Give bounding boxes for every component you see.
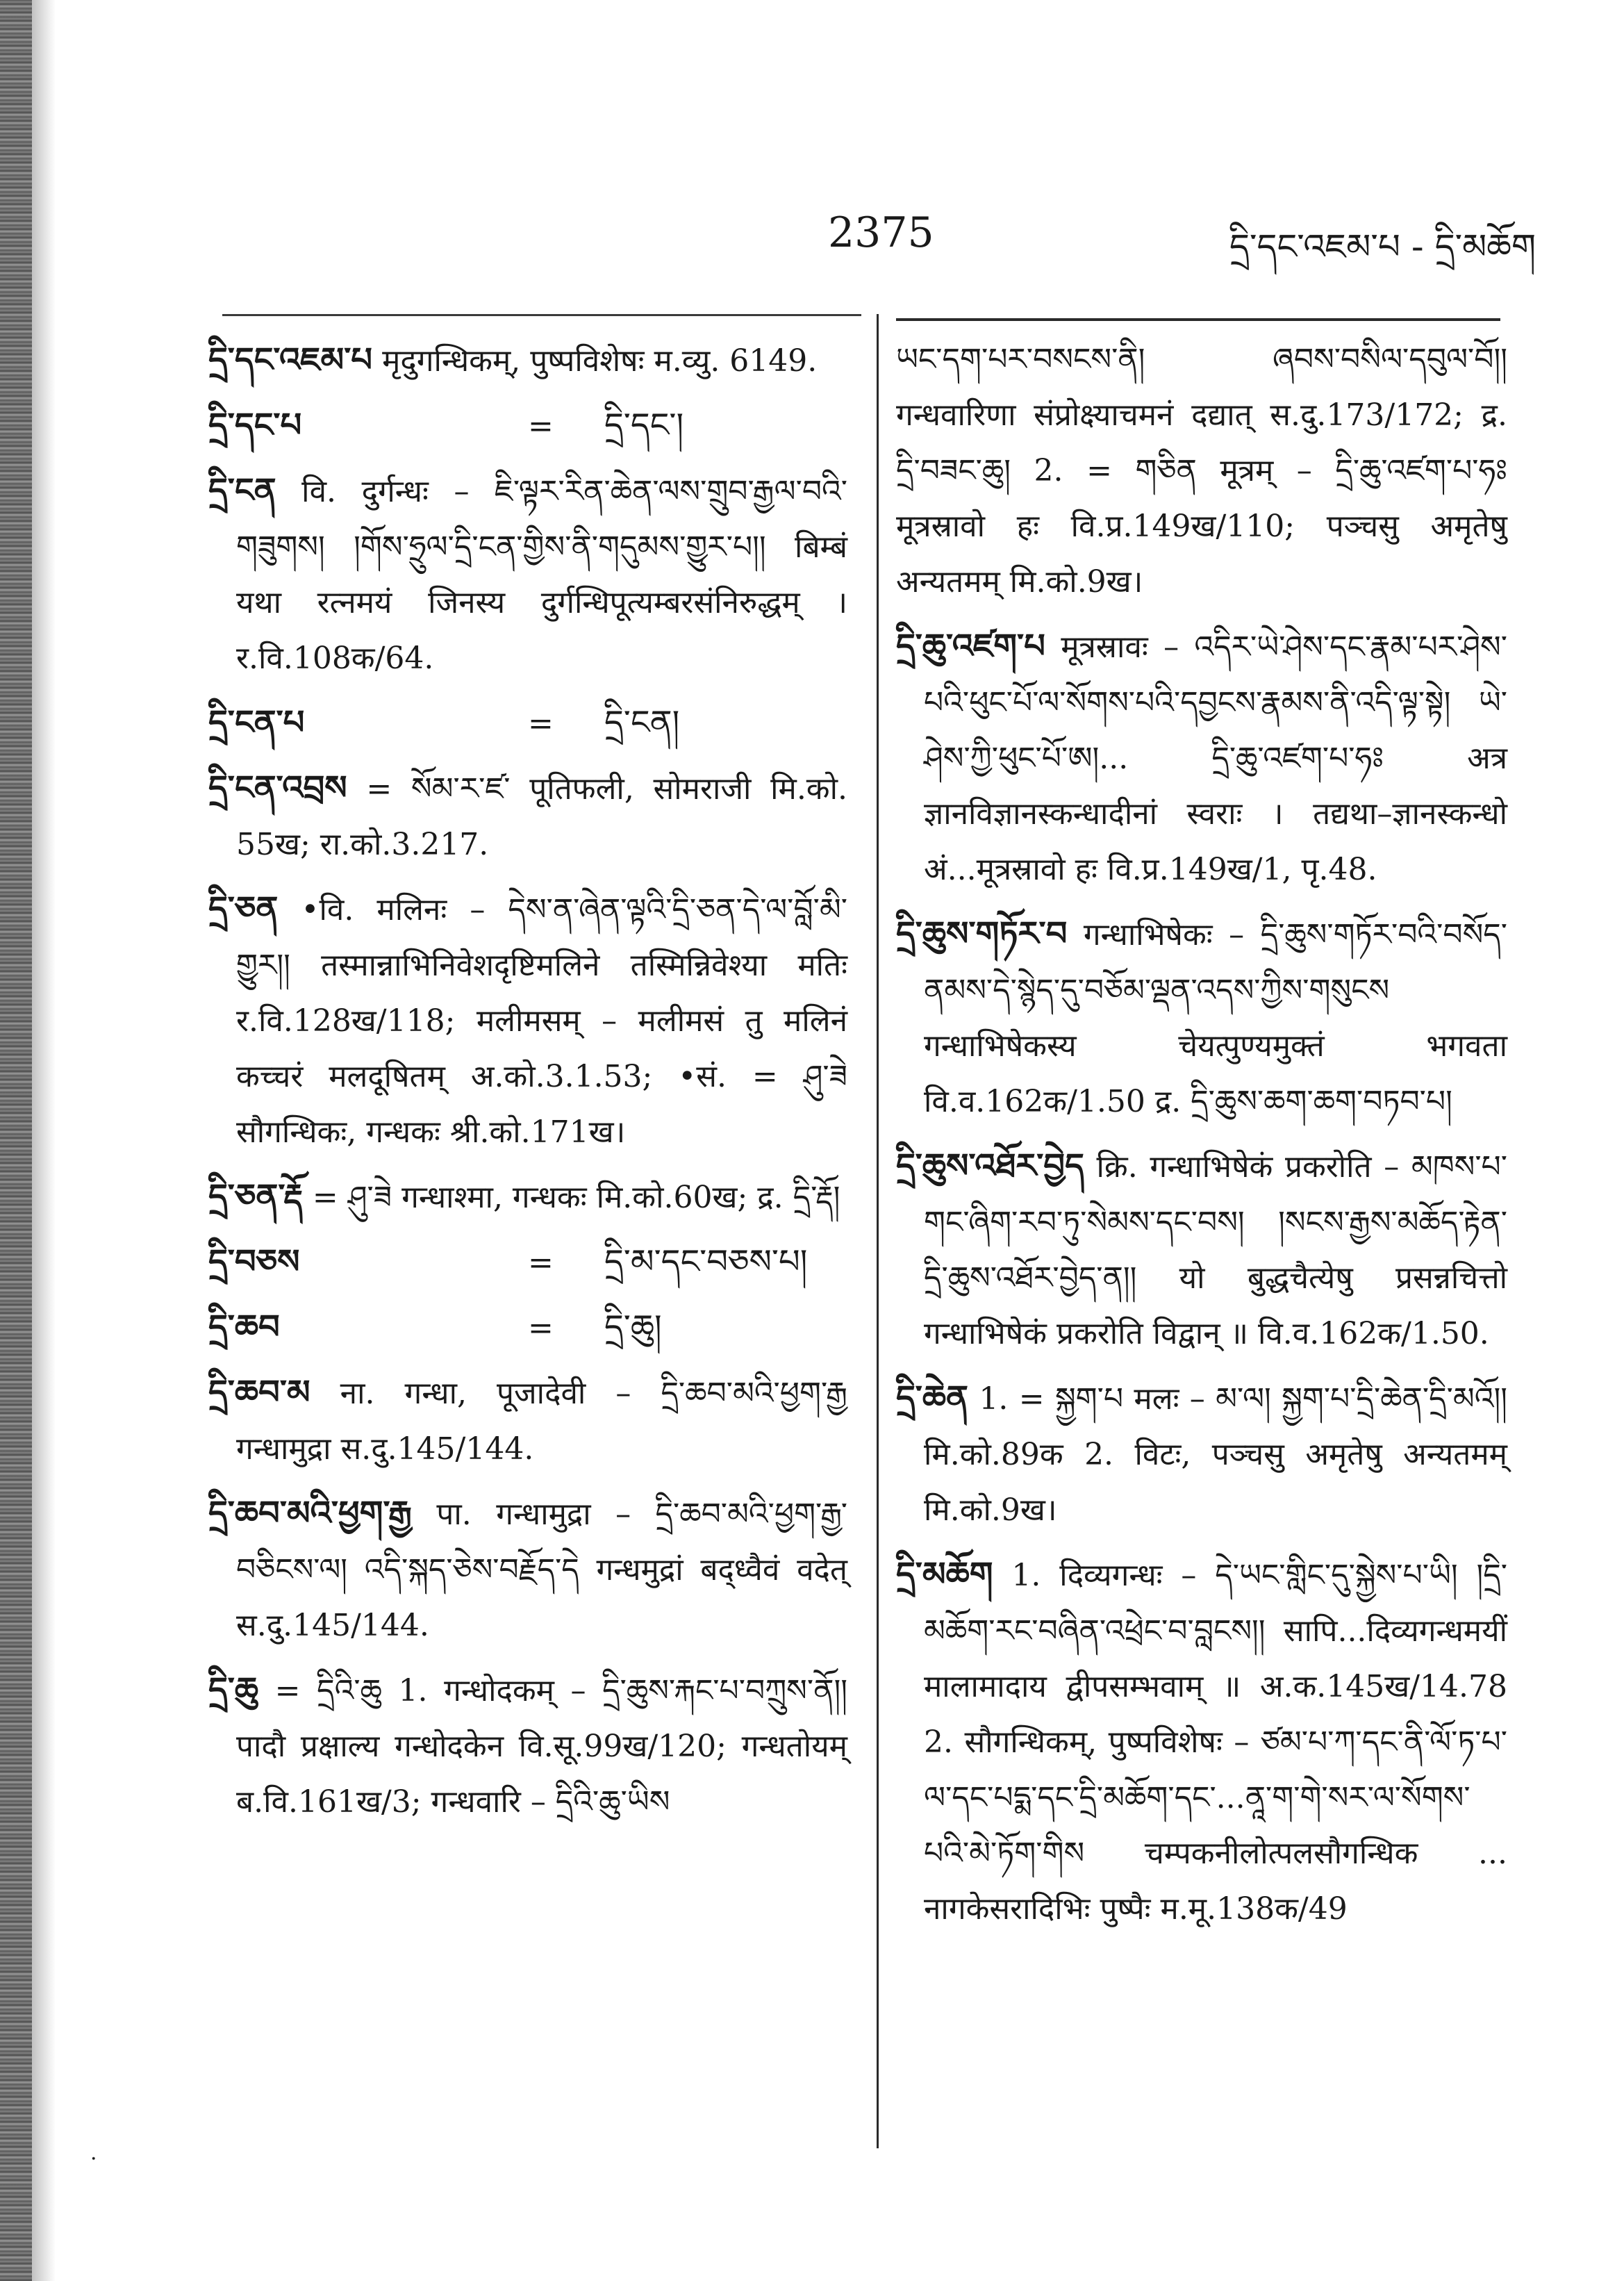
dictionary-entry xyxy=(208,1169,847,1226)
scan-binding-shadow xyxy=(32,0,56,2281)
right-column xyxy=(896,332,1507,1945)
equals-sign: = xyxy=(528,706,554,741)
headword: དྲི་ངན xyxy=(208,471,276,510)
running-head: དྲི་དང་འཇམ་པ - དྲི་མཆོག xyxy=(1229,227,1536,267)
entry-body: = སོམ་ར་ཛ་ पूतिफली, सोमराजी मि.को. 55ख; रा.को.3.217. xyxy=(236,771,847,862)
entry-body: क्रि. गन्धाभिषेकं प्रकरोति – མཁས་པ་གང་ཞིག་རབ་ཏུ་སེམས་དང་བས། །སངས་རྒྱས་མཆོད་རྟེན་དྲི་ཆུས་འཐོར་བྱེད་ན།། यो बुद्धचैत्येषु प्रसन्नचित्तो गन्धाभिषेकं प्रकरोति विद्वान् ॥ वि.व.162क/1.50. xyxy=(924,1149,1507,1351)
entry-body: पा. गन्धामुद्रा – དྲི་ཆབ་མའི་ཕྱག་རྒྱ་བཅིངས་ལ། འདི་སྐད་ཅེས་བརྗོད་དེ गन्धमुद्रां बद्ध्वैवं वदेत् स.दु.145/144. xyxy=(236,1497,847,1643)
dictionary-entry xyxy=(896,618,1507,898)
entry-body: 1. = སྐྱག་པ मलः – མ་ལ། སྐྱག་པ་དྲི་ཆེན་དྲི་མའོ།། मि.को.89क 2. विटः, पञ्चसु अमृतेषु अन्यतमम् मि.को.9ख। xyxy=(924,1381,1507,1528)
header-rule-left xyxy=(222,314,861,316)
entry-body: गन्धाभिषेकः – དྲི་ཆུས་གཏོར་བའི་བསོད་ནམས་དེ་སྙེད་དུ་བཅོམ་ལྡན་འདས་ཀྱིས་གསུངས गन्धाभिषेकस्य चेयत्पुण्यमुक्तं भगवता वि.व.162क/1.50 द्र. དྲི་ཆུས་ཆག་ཆག་བཏབ་པ། xyxy=(924,917,1507,1119)
headword: དྲི་ངན་པ xyxy=(208,703,305,742)
dictionary-entry xyxy=(208,881,847,1160)
headword: དྲི་ཅན་རྡོ xyxy=(208,1177,303,1216)
cross-reference-entry xyxy=(208,695,847,752)
equals-sign: = xyxy=(528,1310,554,1346)
entry-body: = དྲིའི་ཆུ 1. गन्धोदकम् – དྲི་ཆུས་རྐང་པ་བཀྲུས་ནོ།། पादौ प्रक्षाल्य गन्धोदकेन वि.सू.99ख/120; गन्धतोयम् ब.वि.161ख/3; गन्धवारि – དྲིའི་ཆུ་ཡིས xyxy=(236,1673,847,1820)
column-divider xyxy=(877,314,879,2148)
entry-body: मृदुगन्धिकम्, पुष्पविशेषः म.व्यु. 6149. xyxy=(372,343,818,379)
headword: དྲི་ཆབ་མའི་ཕྱག་རྒྱ xyxy=(208,1494,412,1533)
page-number: 2375 xyxy=(828,208,934,257)
dictionary-entry xyxy=(896,1370,1507,1538)
headword: དྲི་ཆུ xyxy=(208,1670,259,1709)
entry-body: मूत्रस्रावः – འདིར་ཡེ་ཤེས་དང་རྣམ་པར་ཤེས་པའི་ཕུང་པོ་ལ་སོགས་པའི་དབྱངས་རྣམས་ནི་འདི་ལྟ་སྟེ། ཡེ་ཤེས་ཀྱི་ཕུང་པོ་ཨ།... དྲི་ཆུ་འཛག་པ་ཧཿ अत्र ज्ञानविज्ञानस्कन्धादीनां स्वराः । तद्यथा–ज्ञानस्कन्धो अं...मूत्रस्रावो हः वि.प्र.149ख/1, पृ.48. xyxy=(924,629,1507,887)
cross-reference-target: དྲི་ངན། xyxy=(604,703,680,742)
dictionary-entry xyxy=(896,1138,1507,1362)
entry-continuation xyxy=(896,332,1507,610)
header-rule-right xyxy=(896,318,1500,321)
headword: དྲི་ཆབ་མ xyxy=(208,1373,310,1412)
entry-body: 1. दिव्यगन्धः – དེ་ཡང་གླིང་དུ་སྐྱེས་པ་ཡི། །དྲི་མཆོག་རང་བཞིན་འཕྲེང་བ་བླངས།། सापि...दिव्यगन्धमयीं मालामादाय द्वीपसम्भवाम् ॥ अ.क.145ख/14.78 2. सौगन्धिकम्, पुष्पविशेषः – ཙམ་པ་ཀ་དང་ནི་ལོ་ཏ་པ་ལ་དང་པདྨ་དང་དྲི་མཆོག་དང་...ནཱ་ག་གེ་སར་ལ་སོགས་པའི་མེ་ཏོག་གིས चम्पकनीलोत्पलसौगन्धिक ... नागकेसरादिभिः पुष्पैः म.मू.138क/49 xyxy=(924,1558,1507,1927)
dictionary-entry xyxy=(896,906,1507,1130)
cross-reference-entry xyxy=(208,1299,847,1356)
cross-reference-target: དྲི་ཆུ། xyxy=(604,1308,662,1347)
headword: དྲི་ཆུས་འཐོར་བྱེད xyxy=(896,1146,1084,1185)
dictionary-entry xyxy=(208,760,847,873)
equals-sign: = xyxy=(528,409,554,444)
cross-reference-target: དྲི་མ་དང་བཅས་པ། xyxy=(604,1242,808,1281)
cross-reference-entry xyxy=(208,397,847,454)
headword: དྲི་བཅས xyxy=(208,1242,300,1281)
headword: དྲི་དང་འཇམ་པ xyxy=(208,340,373,379)
headword: དྲི་ཆབ xyxy=(208,1308,280,1347)
dictionary-entry xyxy=(208,1485,847,1654)
entry-body: ना. गन्धा, पूजादेवी – དྲི་ཆབ་མའི་ཕྱག་རྒྱ गन्धामुद्रा स.दु.145/144. xyxy=(236,1376,847,1467)
headword: དྲི་མཆོག xyxy=(896,1555,993,1594)
headword: དྲི་ཆུ་འཛག་པ xyxy=(896,627,1045,666)
dictionary-entry xyxy=(208,332,847,389)
left-column xyxy=(208,332,847,1838)
dictionary-entry xyxy=(896,1547,1507,1937)
dictionary-entry xyxy=(208,1662,847,1830)
dictionary-entry xyxy=(208,1365,847,1477)
headword: དྲི་དང་པ xyxy=(208,406,302,445)
entry-body: = ཤུ་ཟེ गन्धाश्मा, गन्धकः मि.को.60ख; द्र. དྲི་རྡོ། xyxy=(302,1180,840,1215)
cross-reference-entry xyxy=(208,1234,847,1291)
entry-body: वि. दुर्गन्धः – ཇི་ལྟར་རིན་ཆེན་ལས་གྲུབ་རྒྱལ་བའི་གཟུགས། །གོས་ཧྲུལ་དྲི་ངན་གྱིས་ནི་གདུམས་གྱུར་པ།། बिम्बं यथा रत्नमयं जिनस्य दुर्गन्धिपूत्यम्बरसंनिरुद्धम् । र.वि.108क/64. xyxy=(236,474,847,676)
equals-sign: = xyxy=(528,1245,554,1281)
entry-body: ཡང་དག་པར་བསངས་ནི། ཞབས་བསིལ་དབུལ་བོ།། गन्धवारिणा संप्रोक्ष्याचमनं दद्यात् स.दु.173/172; द्र. དྲི་བཟང་ཆུ། 2. = གཅིན मूत्रम् – དྲི་ཆུ་འཛག་པ་ཧཿ मूत्रस्रावो हः वि.प्र.149ख/110; पञ्चसु अमृतेषु अन्यतमम् मि.को.9ख। xyxy=(896,342,1507,600)
scan-binding-edge xyxy=(0,0,32,2281)
headword: དྲི་ཆེན xyxy=(896,1378,969,1417)
headword: དྲི་ཅན xyxy=(208,889,279,928)
headword: དྲི་ཆུས་གཏོར་བ xyxy=(896,914,1068,953)
dictionary-entry xyxy=(208,463,847,686)
entry-body: •वि. मलिनः – དེས་ན་ཞེན་ལྟའི་དྲི་ཅན་དེ་ལ་བློ་མི་གྱུར།། तस्मान्नाभिनिवेशदृष्टिमलिने तस्मिन्निवेश्या मतिः र.वि.128ख/118; मलीमसम् – मलीमसं तु मलिनं कच्चरं मलदूषितम् अ.को.3.1.53; •सं. = ཤུ་ཟེ सौगन्धिकः, गन्धकः श्री.को.171ख। xyxy=(236,892,847,1150)
scan-speck: · xyxy=(90,2147,97,2171)
cross-reference-target: དྲི་དང་། xyxy=(604,406,684,445)
headword: དྲི་ངན་འབྲས xyxy=(208,768,347,807)
